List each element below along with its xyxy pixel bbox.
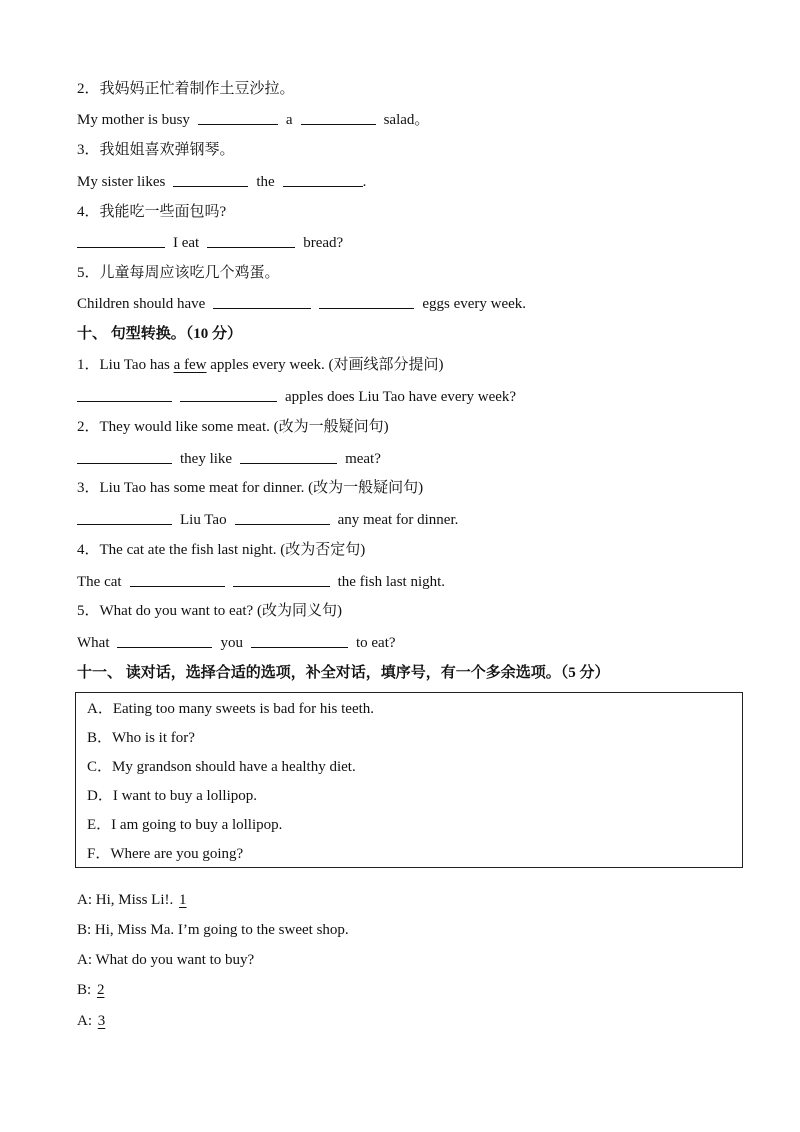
answer-blank[interactable]	[77, 386, 172, 402]
question-10-5: 5．What do you want to eat? (改为同义句)	[77, 603, 342, 619]
question-10-1: 1．Liu Tao has a few apples every week. (对画线部分提问)	[77, 357, 444, 373]
question-10-3-answer: Liu Tao any meat for dinner.	[77, 509, 458, 529]
answer-blank[interactable]	[198, 109, 278, 125]
underlined-phrase: a few	[173, 357, 207, 373]
section-11-title: 十一、 读对话，选择合适的选项，补全对话，填序号，有一个多余选项。（5 分）	[77, 665, 610, 681]
answer-blank[interactable]	[235, 509, 330, 525]
dialogue-line-1: A: Hi, Miss Li!. 1	[77, 890, 195, 910]
answer-blank[interactable]	[180, 386, 277, 402]
question-9-2-english: My mother is busy a salad。	[77, 109, 429, 129]
options-box	[75, 692, 743, 868]
question-10-3: 3．Liu Tao has some meat for dinner. (改为一般疑问句)	[77, 480, 424, 496]
blank-number[interactable]: 1	[179, 892, 187, 908]
question-10-2-answer: they like meat?	[77, 448, 381, 468]
question-10-4: 4．The cat ate the fish last night. (改为否定句)	[77, 542, 366, 558]
option-d: D．I want to buy a lollipop.	[87, 788, 257, 804]
answer-blank[interactable]	[173, 171, 248, 187]
question-9-3-chinese: 3．我姐姐喜欢弹钢琴。	[77, 142, 235, 158]
question-10-4-answer: The cat the fish last night.	[77, 571, 445, 591]
answer-blank[interactable]	[77, 232, 165, 248]
answer-blank[interactable]	[77, 509, 172, 525]
answer-blank[interactable]	[319, 293, 414, 309]
dialogue-line-3: A: What do you want to buy?	[77, 952, 255, 968]
answer-blank[interactable]	[130, 571, 225, 587]
question-10-2: 2．They would like some meat. (改为一般疑问句)	[77, 419, 389, 435]
answer-blank[interactable]	[207, 232, 295, 248]
answer-blank[interactable]	[77, 448, 172, 464]
option-b: B．Who is it for?	[87, 730, 195, 746]
question-9-4-english: I eat bread?	[77, 232, 343, 252]
option-f: F．Where are you going?	[87, 846, 244, 862]
answer-blank[interactable]	[117, 632, 212, 648]
question-9-5-chinese: 5．儿童每周应该吃几个鸡蛋。	[77, 265, 280, 281]
option-e: E．I am going to buy a lollipop.	[87, 817, 283, 833]
answer-blank[interactable]	[233, 571, 330, 587]
question-10-5-answer: What you to eat?	[77, 632, 396, 652]
question-9-2-chinese: 2．我妈妈正忙着制作土豆沙拉。	[77, 81, 295, 97]
dialogue-line-4: B: 2	[77, 980, 113, 1000]
dialogue-line-5: A: 3	[77, 1011, 114, 1031]
answer-blank[interactable]	[283, 171, 363, 187]
question-9-3-english: My sister likes the .	[77, 171, 366, 191]
answer-blank[interactable]	[251, 632, 348, 648]
answer-blank[interactable]	[240, 448, 337, 464]
section-10-title: 十、 句型转换。（10 分）	[77, 326, 243, 342]
answer-blank[interactable]	[213, 293, 311, 309]
dialogue-line-2: B: Hi, Miss Ma. I’m going to the sweet shop.	[77, 922, 349, 938]
answer-blank[interactable]	[301, 109, 376, 125]
blank-number[interactable]: 2	[96, 982, 105, 998]
question-9-5-english: Children should have eggs every week.	[77, 293, 526, 313]
option-c: C．My grandson should have a healthy diet.	[87, 759, 356, 775]
question-10-1-answer: apples does Liu Tao have every week?	[77, 386, 516, 406]
question-9-4-chinese: 4．我能吃一些面包吗?	[77, 204, 227, 220]
blank-number[interactable]: 3	[97, 1013, 106, 1029]
option-a: A．Eating too many sweets is bad for his teeth.	[87, 701, 375, 717]
